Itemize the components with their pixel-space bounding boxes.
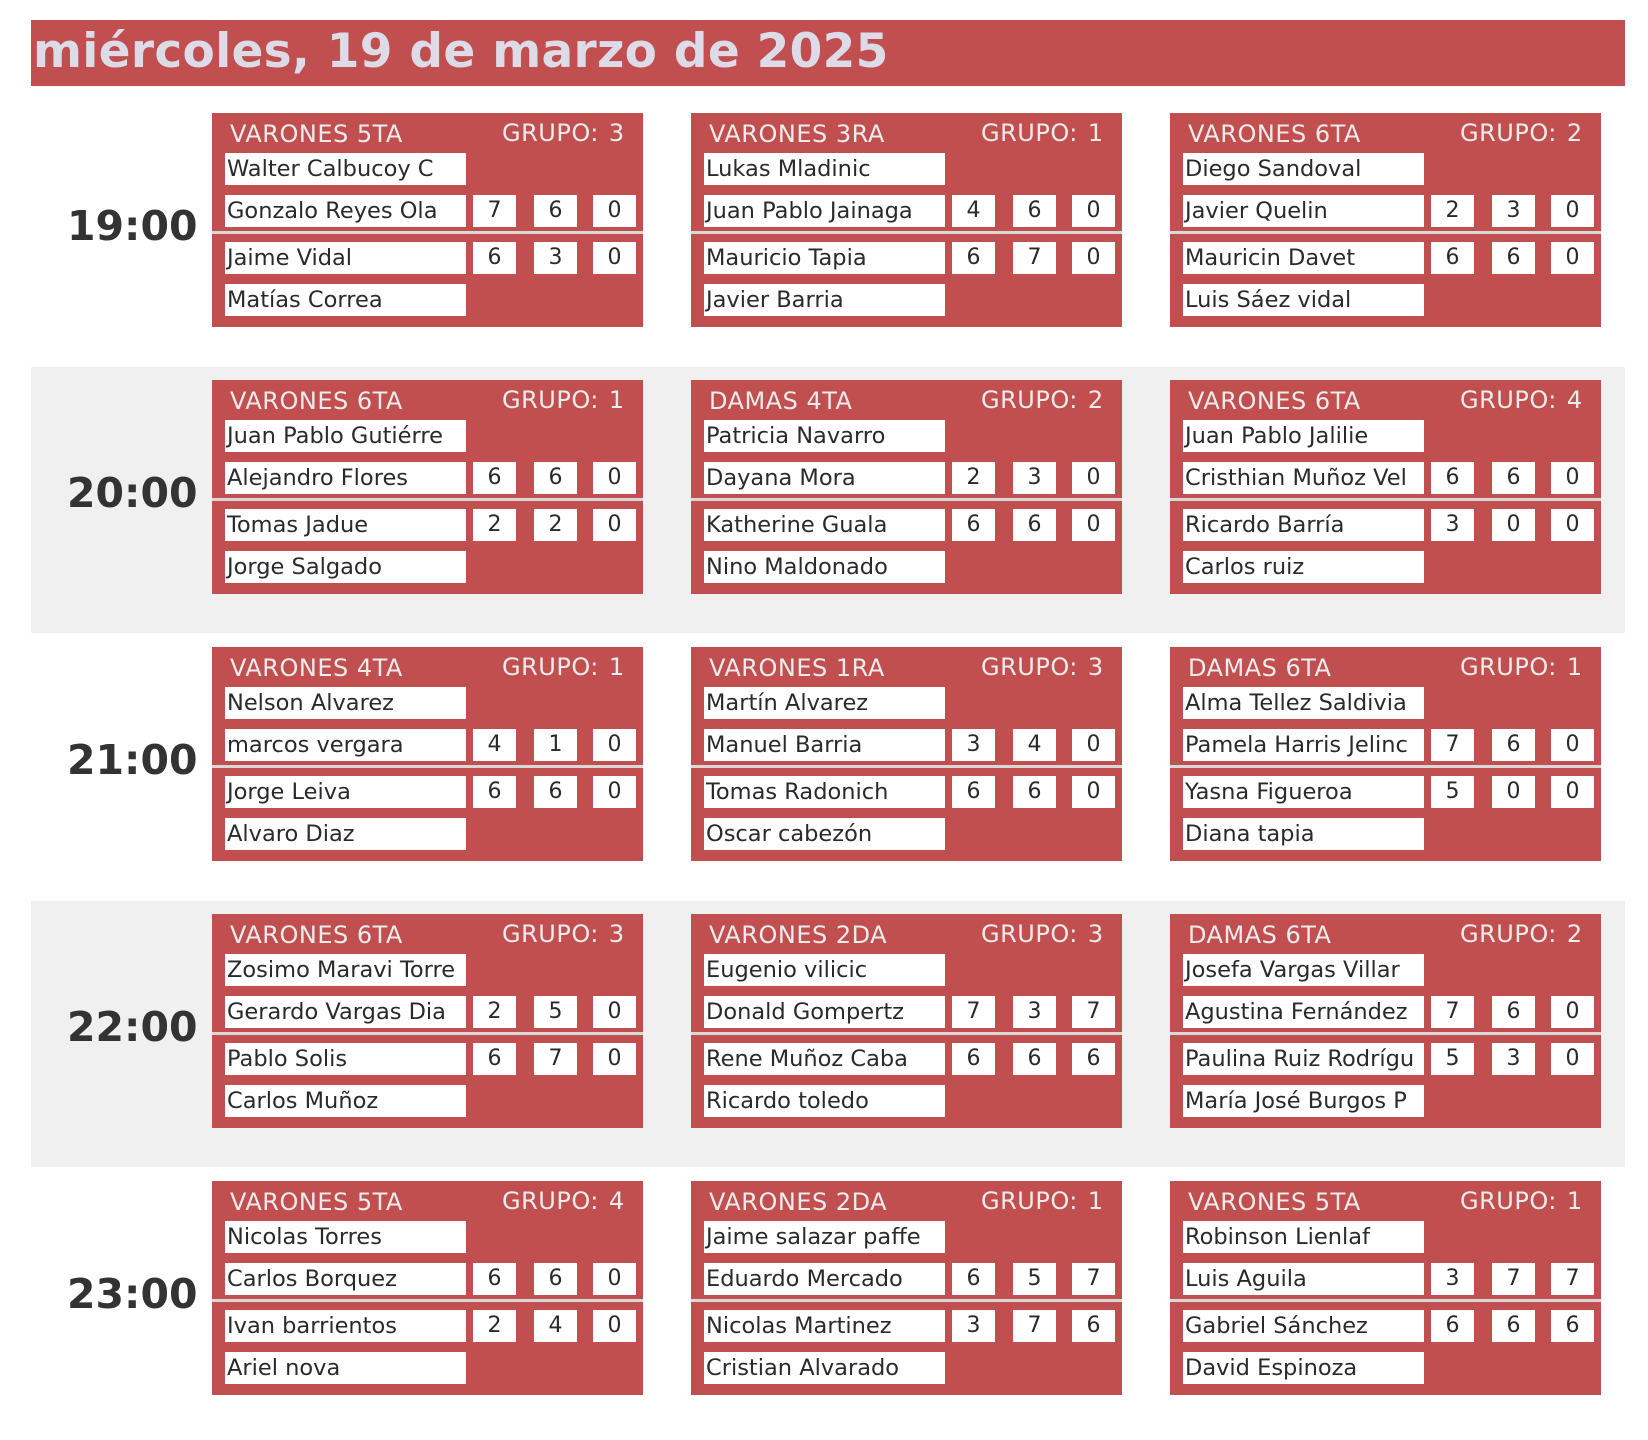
- match-card: [1170, 380, 1601, 594]
- set-score: 2: [473, 509, 516, 541]
- match-category: DAMAS 4TA: [709, 387, 853, 415]
- set-score: 0: [593, 729, 636, 761]
- date-header: [31, 20, 1625, 86]
- match-group: [1460, 385, 1583, 415]
- team-divider: [1170, 1032, 1601, 1035]
- player-name: Yasna Figueroa: [1183, 776, 1424, 808]
- match-group: [981, 1186, 1104, 1216]
- set-score: 6: [534, 195, 577, 227]
- player-name: Carlos ruiz: [1183, 551, 1424, 583]
- match-card: [1170, 914, 1601, 1128]
- player-name: Martín Alvarez: [704, 687, 945, 719]
- set-score: 6: [952, 776, 995, 808]
- match-card: [1170, 113, 1601, 327]
- set-score: 6: [1492, 242, 1535, 274]
- set-score: 7: [1551, 1263, 1594, 1295]
- group-label: GRUPO:: [1460, 653, 1557, 681]
- match-group: [981, 652, 1104, 682]
- set-score: 2: [952, 462, 995, 494]
- player-name: Diana tapia: [1183, 818, 1424, 850]
- set-score: 3: [1013, 462, 1056, 494]
- slot-time: 20:00: [67, 469, 198, 517]
- set-score: 6: [534, 462, 577, 494]
- match-card: [691, 1181, 1122, 1395]
- set-score: 1: [534, 729, 577, 761]
- match-group: [981, 919, 1104, 949]
- player-name: María José Burgos P: [1183, 1085, 1424, 1117]
- set-score: 0: [1551, 729, 1594, 761]
- player-name: Juan Pablo Jalilie: [1183, 420, 1424, 452]
- match-category: VARONES 5TA: [1188, 1188, 1361, 1216]
- group-label: GRUPO:: [981, 1187, 1078, 1215]
- set-score: 0: [1551, 509, 1594, 541]
- player-name: Nino Maldonado: [704, 551, 945, 583]
- player-name: Zosimo Maravi Torre: [225, 954, 466, 986]
- player-name: Ricardo Barría: [1183, 509, 1424, 541]
- team-divider: [691, 498, 1122, 501]
- group-number: 3: [608, 920, 625, 948]
- set-score: 7: [1072, 996, 1115, 1028]
- player-name: Juan Pablo Jainaga: [704, 195, 945, 227]
- slot-time: 22:00: [67, 1003, 198, 1051]
- set-score: 3: [1431, 509, 1474, 541]
- set-score: 6: [952, 1043, 995, 1075]
- match-category: VARONES 2DA: [709, 1188, 888, 1216]
- set-score: 0: [1072, 242, 1115, 274]
- team-divider: [212, 1032, 643, 1035]
- team-divider: [1170, 231, 1601, 234]
- player-name: Pablo Solis: [225, 1043, 466, 1075]
- time-slot: [31, 901, 1625, 1167]
- match-group: [502, 1186, 625, 1216]
- group-number: 1: [608, 653, 625, 681]
- set-score: 6: [1431, 462, 1474, 494]
- set-score: 3: [1492, 1043, 1535, 1075]
- match-category: VARONES 2DA: [709, 921, 888, 949]
- match-group: [1460, 1186, 1583, 1216]
- set-score: 0: [593, 1043, 636, 1075]
- player-name: Dayana Mora: [704, 462, 945, 494]
- set-score: 6: [1013, 195, 1056, 227]
- match-category: VARONES 1RA: [709, 654, 885, 682]
- set-score: 6: [952, 242, 995, 274]
- group-number: 2: [1087, 386, 1104, 414]
- team-divider: [691, 231, 1122, 234]
- set-score: 6: [473, 776, 516, 808]
- set-score: 3: [1013, 996, 1056, 1028]
- player-name: Walter Calbucoy C: [225, 153, 466, 185]
- time-slot: [31, 100, 1625, 366]
- set-score: 0: [593, 242, 636, 274]
- set-score: 3: [1492, 195, 1535, 227]
- set-score: 2: [1431, 195, 1474, 227]
- set-score: 6: [1072, 1310, 1115, 1342]
- set-score: 0: [1072, 729, 1115, 761]
- player-name: Katherine Guala: [704, 509, 945, 541]
- set-score: 0: [1072, 776, 1115, 808]
- match-group: [502, 652, 625, 682]
- set-score: 5: [1431, 1043, 1474, 1075]
- group-label: GRUPO:: [502, 920, 599, 948]
- player-name: Agustina Fernández: [1183, 996, 1424, 1028]
- player-name: Alejandro Flores: [225, 462, 466, 494]
- set-score: 6: [952, 509, 995, 541]
- player-name: Carlos Borquez: [225, 1263, 466, 1295]
- team-divider: [691, 1032, 1122, 1035]
- match-card: [691, 113, 1122, 327]
- set-score: 2: [534, 509, 577, 541]
- match-category: VARONES 5TA: [230, 120, 403, 148]
- time-slot: [31, 367, 1625, 633]
- player-name: Jaime salazar paffe: [704, 1221, 945, 1253]
- match-group: [502, 118, 625, 148]
- player-name: Jorge Leiva: [225, 776, 466, 808]
- set-score: 6: [1492, 996, 1535, 1028]
- set-score: 7: [1072, 1263, 1115, 1295]
- set-score: 6: [1072, 1043, 1115, 1075]
- set-score: 3: [534, 242, 577, 274]
- player-name: Nicolas Torres: [225, 1221, 466, 1253]
- match-card: [212, 113, 643, 327]
- set-score: 0: [593, 1310, 636, 1342]
- set-score: 3: [952, 729, 995, 761]
- set-score: 0: [1551, 996, 1594, 1028]
- set-score: 0: [593, 996, 636, 1028]
- player-name: Gerardo Vargas Dia: [225, 996, 466, 1028]
- player-name: marcos vergara: [225, 729, 466, 761]
- player-name: Pamela Harris Jelinc: [1183, 729, 1424, 761]
- group-number: 1: [1087, 1187, 1104, 1215]
- set-score: 6: [1492, 1310, 1535, 1342]
- set-score: 6: [1013, 776, 1056, 808]
- team-divider: [212, 765, 643, 768]
- set-score: 6: [473, 462, 516, 494]
- match-card: [691, 380, 1122, 594]
- group-label: GRUPO:: [1460, 119, 1557, 147]
- group-number: 1: [1566, 1187, 1583, 1215]
- set-score: 6: [534, 1263, 577, 1295]
- set-score: 7: [1431, 996, 1474, 1028]
- player-name: Tomas Radonich: [704, 776, 945, 808]
- slot-time: 21:00: [67, 736, 198, 784]
- player-name: Rene Muñoz Caba: [704, 1043, 945, 1075]
- player-name: Javier Barria: [704, 284, 945, 316]
- set-score: 0: [1492, 509, 1535, 541]
- match-group: [1460, 919, 1583, 949]
- set-score: 7: [534, 1043, 577, 1075]
- player-name: Carlos Muñoz: [225, 1085, 466, 1117]
- player-name: Paulina Ruiz Rodrígu: [1183, 1043, 1424, 1075]
- set-score: 6: [1013, 1043, 1056, 1075]
- team-divider: [212, 231, 643, 234]
- set-score: 0: [1551, 195, 1594, 227]
- match-category: VARONES 6TA: [230, 387, 403, 415]
- set-score: 4: [534, 1310, 577, 1342]
- group-label: GRUPO:: [981, 920, 1078, 948]
- time-slot: [31, 634, 1625, 900]
- group-number: 2: [1566, 920, 1583, 948]
- set-score: 6: [534, 776, 577, 808]
- player-name: Mauricio Tapia: [704, 242, 945, 274]
- set-score: 2: [473, 996, 516, 1028]
- player-name: Ricardo toledo: [704, 1085, 945, 1117]
- set-score: 5: [1431, 776, 1474, 808]
- set-score: 5: [534, 996, 577, 1028]
- match-card: [691, 647, 1122, 861]
- player-name: Josefa Vargas Villar: [1183, 954, 1424, 986]
- group-label: GRUPO:: [502, 386, 599, 414]
- match-card: [212, 647, 643, 861]
- set-score: 0: [1551, 776, 1594, 808]
- player-name: Lukas Mladinic: [704, 153, 945, 185]
- set-score: 0: [593, 195, 636, 227]
- group-label: GRUPO:: [502, 119, 599, 147]
- match-card: [1170, 647, 1601, 861]
- set-score: 0: [1551, 462, 1594, 494]
- set-score: 6: [1431, 1310, 1474, 1342]
- set-score: 7: [952, 996, 995, 1028]
- group-number: 1: [608, 386, 625, 414]
- set-score: 6: [1013, 509, 1056, 541]
- group-label: GRUPO:: [1460, 920, 1557, 948]
- match-category: VARONES 6TA: [230, 921, 403, 949]
- group-label: GRUPO:: [981, 386, 1078, 414]
- group-label: GRUPO:: [1460, 1187, 1557, 1215]
- player-name: Luis Aguila: [1183, 1263, 1424, 1295]
- player-name: Gabriel Sánchez: [1183, 1310, 1424, 1342]
- player-name: Manuel Barria: [704, 729, 945, 761]
- set-score: 6: [473, 1263, 516, 1295]
- match-category: VARONES 6TA: [1188, 120, 1361, 148]
- set-score: 7: [1492, 1263, 1535, 1295]
- match-category: DAMAS 6TA: [1188, 654, 1332, 682]
- set-score: 7: [473, 195, 516, 227]
- player-name: Ivan barrientos: [225, 1310, 466, 1342]
- match-card: [212, 380, 643, 594]
- match-card: [1170, 1181, 1601, 1395]
- group-label: GRUPO:: [1460, 386, 1557, 414]
- match-group: [1460, 652, 1583, 682]
- match-group: [981, 385, 1104, 415]
- player-name: Cristhian Muñoz Vel: [1183, 462, 1424, 494]
- group-number: 1: [1566, 653, 1583, 681]
- player-name: Donald Gompertz: [704, 996, 945, 1028]
- player-name: Eugenio vilicic: [704, 954, 945, 986]
- player-name: Robinson Lienlaf: [1183, 1221, 1424, 1253]
- set-score: 7: [1013, 1310, 1056, 1342]
- group-label: GRUPO:: [981, 119, 1078, 147]
- player-name: Nicolas Martinez: [704, 1310, 945, 1342]
- team-divider: [212, 498, 643, 501]
- match-group: [502, 919, 625, 949]
- match-category: VARONES 4TA: [230, 654, 403, 682]
- set-score: 6: [473, 1043, 516, 1075]
- set-score: 0: [1551, 1043, 1594, 1075]
- set-score: 5: [1013, 1263, 1056, 1295]
- slot-time: 19:00: [67, 202, 198, 250]
- set-score: 3: [952, 1310, 995, 1342]
- match-category: VARONES 6TA: [1188, 387, 1361, 415]
- set-score: 0: [1492, 776, 1535, 808]
- player-name: David Espinoza: [1183, 1352, 1424, 1384]
- set-score: 6: [1431, 242, 1474, 274]
- player-name: Jaime Vidal: [225, 242, 466, 274]
- set-score: 0: [593, 1263, 636, 1295]
- team-divider: [1170, 765, 1601, 768]
- match-group: [1460, 118, 1583, 148]
- player-name: Eduardo Mercado: [704, 1263, 945, 1295]
- player-name: Cristian Alvarado: [704, 1352, 945, 1384]
- set-score: 0: [1551, 242, 1594, 274]
- slot-time: 23:00: [67, 1270, 198, 1318]
- team-divider: [212, 1299, 643, 1302]
- group-number: 4: [608, 1187, 625, 1215]
- player-name: Jorge Salgado: [225, 551, 466, 583]
- player-name: Javier Quelin: [1183, 195, 1424, 227]
- set-score: 4: [1013, 729, 1056, 761]
- set-score: 0: [593, 776, 636, 808]
- team-divider: [691, 765, 1122, 768]
- set-score: 0: [1072, 509, 1115, 541]
- player-name: Mauricin Davet: [1183, 242, 1424, 274]
- player-name: Ariel nova: [225, 1352, 466, 1384]
- player-name: Alvaro Diaz: [225, 818, 466, 850]
- set-score: 0: [1072, 195, 1115, 227]
- date-title: miércoles, 19 de marzo de 2025: [33, 24, 889, 79]
- team-divider: [1170, 1299, 1601, 1302]
- match-category: DAMAS 6TA: [1188, 921, 1332, 949]
- player-name: Patricia Navarro: [704, 420, 945, 452]
- team-divider: [691, 1299, 1122, 1302]
- group-number: 2: [1566, 119, 1583, 147]
- match-card: [691, 914, 1122, 1128]
- group-number: 1: [1087, 119, 1104, 147]
- set-score: 6: [952, 1263, 995, 1295]
- set-score: 7: [1013, 242, 1056, 274]
- time-slot: [31, 1168, 1625, 1434]
- set-score: 0: [593, 509, 636, 541]
- player-name: Alma Tellez Saldivia: [1183, 687, 1424, 719]
- player-name: Matías Correa: [225, 284, 466, 316]
- group-label: GRUPO:: [981, 653, 1078, 681]
- match-group: [502, 385, 625, 415]
- match-category: VARONES 5TA: [230, 1188, 403, 1216]
- set-score: 6: [1551, 1310, 1594, 1342]
- group-label: GRUPO:: [502, 653, 599, 681]
- player-name: Gonzalo Reyes Ola: [225, 195, 466, 227]
- group-number: 3: [608, 119, 625, 147]
- set-score: 4: [473, 729, 516, 761]
- group-label: GRUPO:: [502, 1187, 599, 1215]
- set-score: 6: [1492, 462, 1535, 494]
- match-group: [981, 118, 1104, 148]
- set-score: 3: [1431, 1263, 1474, 1295]
- group-number: 4: [1566, 386, 1583, 414]
- set-score: 6: [473, 242, 516, 274]
- player-name: Oscar cabezón: [704, 818, 945, 850]
- set-score: 0: [593, 462, 636, 494]
- set-score: 6: [1492, 729, 1535, 761]
- set-score: 0: [1072, 462, 1115, 494]
- player-name: Nelson Alvarez: [225, 687, 466, 719]
- set-score: 7: [1431, 729, 1474, 761]
- match-category: VARONES 3RA: [709, 120, 885, 148]
- player-name: Diego Sandoval: [1183, 153, 1424, 185]
- group-number: 3: [1087, 920, 1104, 948]
- team-divider: [1170, 498, 1601, 501]
- match-card: [212, 914, 643, 1128]
- set-score: 4: [952, 195, 995, 227]
- player-name: Tomas Jadue: [225, 509, 466, 541]
- group-number: 3: [1087, 653, 1104, 681]
- player-name: Luis Sáez vidal: [1183, 284, 1424, 316]
- player-name: Juan Pablo Gutiérre: [225, 420, 466, 452]
- set-score: 2: [473, 1310, 516, 1342]
- match-card: [212, 1181, 643, 1395]
